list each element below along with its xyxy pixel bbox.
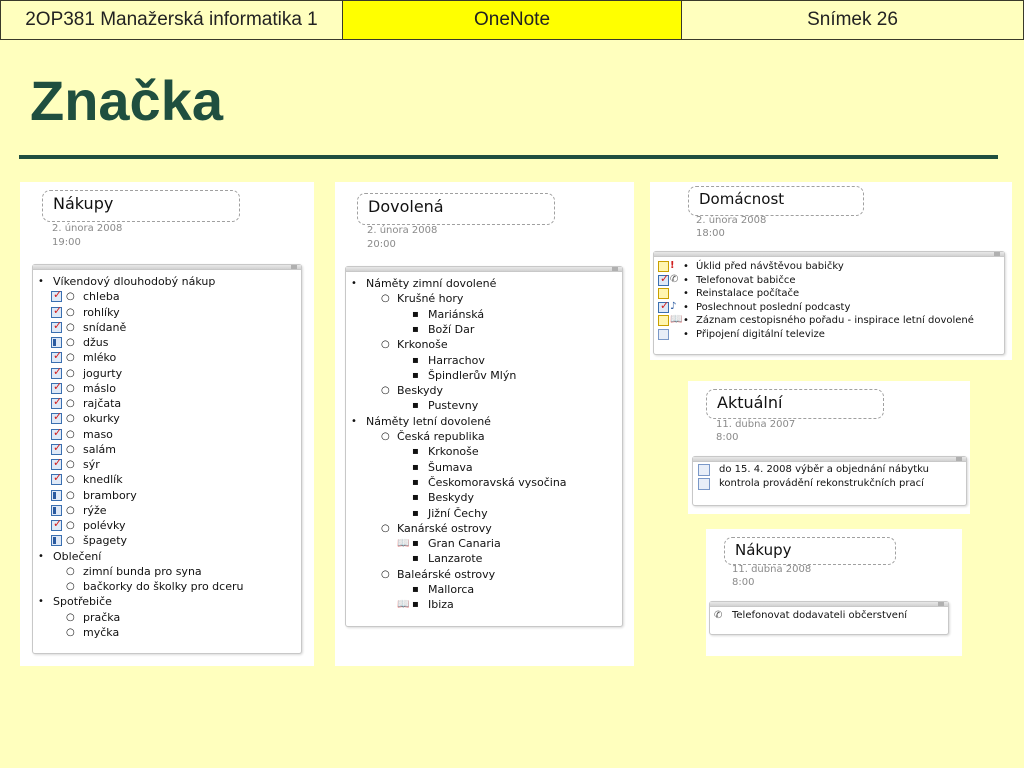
bullet-icon: ▪ (412, 323, 419, 335)
checked-task-icon[interactable] (51, 322, 62, 333)
slide-number: Snímek 26 (682, 0, 1024, 40)
checked-task-icon[interactable] (51, 398, 62, 409)
list-item-text: rajčata (83, 397, 122, 410)
list-item-text: Víkendový dlouhodobý nákup (53, 275, 216, 288)
bullet-icon: ○ (66, 291, 75, 303)
list-item-text: Mariánská (428, 307, 485, 321)
bullet-icon: ○ (66, 413, 75, 425)
note-container[interactable] (653, 251, 1005, 355)
slide-title: Značka (30, 69, 223, 132)
note-time: 20:00 (367, 239, 396, 250)
bullet-icon: ▪ (412, 476, 419, 488)
book-icon: 📖 (670, 314, 683, 326)
checked-task-icon[interactable] (51, 368, 62, 379)
bullet-icon: ○ (66, 321, 75, 333)
book-icon: 📖 (397, 538, 410, 550)
bullet-icon: ▪ (412, 507, 419, 519)
task-text: Poslechnout poslední podcasty (696, 301, 851, 313)
list-item-text: Baleárské ostrovy (397, 567, 496, 581)
checked-task-icon[interactable] (658, 302, 669, 313)
note-time: 8:00 (716, 432, 739, 443)
list-item-text: zimní bunda pro syna (83, 564, 202, 578)
list-item-text: Špindlerův Mlýn (428, 368, 517, 382)
list-item-text: máslo (83, 381, 116, 395)
list-item-text: Náměty letní dovolené (366, 414, 491, 428)
bullet-icon: ○ (66, 306, 75, 318)
note-title[interactable]: Domácnost (688, 186, 864, 216)
course-name: 2OP381 Manažerská informatika 1 (0, 0, 343, 40)
list-item-text: Gran Canaria (428, 537, 501, 551)
bullet-icon: ○ (66, 520, 75, 531)
list-item-text: mléko (83, 351, 117, 365)
list-item-text: myčka (83, 625, 120, 639)
list-item-text: polévky (83, 519, 126, 532)
note-title[interactable]: Nákupy (42, 190, 240, 222)
note-date: 11. dubna 2008 (732, 564, 812, 575)
list-item-text: Boží Dar (428, 322, 475, 336)
bullet-icon: • (38, 596, 44, 608)
task-text: Reinstalace počítače (696, 288, 800, 300)
bullet-icon: • (683, 315, 689, 327)
bullet-icon: ▪ (412, 584, 419, 595)
bullet-icon: ○ (66, 581, 75, 592)
bullet-icon: ○ (66, 459, 75, 470)
bullet-icon: • (38, 276, 44, 287)
list-item-text: jogurty (83, 366, 123, 380)
list-item-text: Harrachov (428, 353, 485, 367)
list-item-text: Krkonoše (428, 445, 479, 459)
todo-task-icon[interactable] (51, 337, 62, 348)
note-date: 2. února 2008 (52, 223, 123, 234)
todo-task-icon[interactable] (698, 464, 710, 476)
note-container-handle[interactable] (346, 267, 622, 272)
bullet-icon: ▪ (412, 400, 419, 412)
list-item-text: Ibiza (428, 598, 454, 612)
list-item-text: Pustevny (428, 399, 479, 413)
bullet-icon: • (683, 288, 689, 300)
task-text: Úklid před návštěvou babičky (696, 261, 844, 272)
list-item-text: špagety (83, 534, 128, 548)
checked-task-icon[interactable] (51, 307, 62, 318)
bullet-icon: ▪ (412, 553, 419, 565)
music-icon: ♪ (670, 300, 677, 312)
list-item-text: Oblečení (53, 549, 102, 563)
todo-task-icon[interactable] (51, 490, 62, 501)
list-item-text: knedlík (83, 473, 123, 487)
checked-task-icon[interactable] (658, 275, 669, 286)
todo-task-icon[interactable] (658, 329, 669, 340)
list-item-text: Beskydy (397, 384, 444, 398)
bullet-icon: ○ (66, 611, 75, 623)
bullet-icon: ▪ (412, 492, 419, 504)
checked-task-icon[interactable] (51, 520, 62, 531)
topic-name: OneNote (343, 0, 682, 40)
note-container[interactable] (32, 264, 302, 654)
list-item-text: Českomoravská vysočina (428, 475, 567, 489)
list-item-text: Kanárské ostrovy (397, 521, 492, 535)
list-item-text: Česká republika (397, 430, 485, 443)
task-text: Telefonovat babičce (696, 274, 796, 286)
bullet-icon: ○ (66, 504, 75, 516)
list-item-text: maso (83, 427, 113, 441)
checked-task-icon[interactable] (51, 383, 62, 394)
checked-task-icon[interactable] (51, 413, 62, 424)
title-divider (19, 155, 998, 159)
note-date: 11. dubna 2007 (716, 419, 796, 430)
note-container-handle[interactable] (33, 265, 301, 270)
todo-task-icon[interactable] (51, 535, 62, 546)
phone-icon: ✆ (670, 273, 679, 285)
list-item-text: salám (83, 442, 116, 456)
bullet-icon: ▪ (412, 461, 419, 473)
note-container[interactable] (709, 601, 949, 635)
list-item-text: Lanzarote (428, 552, 483, 566)
list-item-text: džus (83, 336, 109, 349)
note-date: 2. února 2008 (367, 225, 438, 236)
list-item-text: rýže (83, 503, 107, 517)
note-date: 2. února 2008 (696, 215, 767, 226)
book-icon: 📖 (397, 599, 410, 611)
bullet-icon: ▪ (412, 354, 419, 366)
list-item-text: Krušné hory (397, 292, 464, 306)
checked-task-icon[interactable] (51, 459, 62, 470)
list-item-text: Náměty zimní dovolené (366, 277, 497, 290)
note-title[interactable]: Nákupy (724, 537, 896, 565)
list-item-text: pračka (83, 610, 121, 624)
bullet-icon: ○ (381, 385, 390, 397)
bullet-icon: ○ (66, 443, 75, 455)
list-item-text: Šumava (428, 460, 473, 474)
list-item-text: rohlíky (83, 305, 120, 319)
bullet-icon: • (351, 278, 357, 289)
list-item-text: chleba (83, 290, 120, 304)
note-tag-icon[interactable] (658, 288, 669, 299)
list-item-text: okurky (83, 412, 120, 426)
phone-icon: ✆ (714, 610, 723, 621)
todo-task-icon[interactable] (51, 505, 62, 516)
note-container[interactable] (692, 456, 967, 506)
bullet-icon: ○ (66, 626, 75, 638)
bullet-icon: ○ (381, 522, 390, 534)
panel-nakupy-1 (20, 182, 314, 666)
task-text: do 15. 4. 2008 výběr a objednání nábytku (719, 464, 929, 475)
bullet-icon: • (683, 329, 689, 340)
note-container-handle[interactable] (654, 252, 1004, 257)
task-text: Telefonovat dodavateli občerstvení (732, 610, 908, 621)
bullet-icon: • (683, 274, 689, 286)
bullet-icon: ○ (66, 535, 75, 547)
note-container-handle[interactable] (710, 602, 948, 607)
bullet-icon: ○ (66, 489, 75, 501)
list-item-text: Krkonoše (397, 338, 448, 352)
bullet-icon: ▪ (412, 446, 419, 458)
list-item-text: bačkorky do školky pro dceru (83, 580, 244, 593)
note-time: 18:00 (696, 228, 725, 239)
note-container-handle[interactable] (693, 457, 966, 462)
note-tag-icon[interactable] (658, 315, 669, 326)
bullet-icon: ○ (66, 352, 75, 364)
panel-aktualni (688, 381, 970, 514)
panel-nakupy-2 (706, 529, 962, 656)
bullet-icon: ○ (66, 382, 75, 394)
list-item-text: sýr (83, 458, 100, 471)
todo-task-icon[interactable] (698, 478, 710, 490)
checked-task-icon[interactable] (51, 352, 62, 363)
bullet-icon: ○ (381, 568, 390, 580)
task-text: Záznam cestopisného pořadu - inspirace letní dovolené (696, 315, 974, 327)
panel-dovolena (335, 182, 634, 666)
checked-task-icon[interactable] (51, 444, 62, 455)
bullet-icon: ○ (381, 293, 390, 305)
slide-header (0, 0, 1024, 40)
bullet-icon: ▪ (412, 369, 419, 381)
important-icon: ! (670, 260, 675, 271)
note-container[interactable] (345, 266, 623, 627)
bullet-icon: • (351, 415, 357, 427)
bullet-icon: • (683, 301, 689, 313)
checked-task-icon[interactable] (51, 429, 62, 440)
list-item-text: brambory (83, 488, 137, 502)
bullet-icon: • (683, 261, 689, 272)
task-text: kontrola provádění rekonstrukčních prací (719, 478, 924, 489)
list-item-text: snídaně (83, 320, 127, 334)
list-item-text: Jižní Čechy (428, 506, 488, 520)
bullet-icon: ○ (66, 428, 75, 440)
note-title[interactable]: Aktuální (706, 389, 884, 419)
bullet-icon: ○ (66, 398, 75, 409)
bullet-icon: ○ (66, 337, 75, 348)
checked-task-icon[interactable] (51, 291, 62, 302)
bullet-icon: ▪ (412, 599, 419, 611)
note-title[interactable]: Dovolená (357, 193, 555, 225)
bullet-icon: • (38, 550, 44, 562)
bullet-icon: ○ (381, 431, 390, 442)
list-item-text: Beskydy (428, 491, 475, 505)
checked-task-icon[interactable] (51, 474, 62, 485)
task-text: Připojení digitální televize (696, 329, 825, 340)
note-tag-icon[interactable] (658, 261, 669, 272)
bullet-icon: ○ (66, 565, 75, 577)
bullet-icon: ○ (66, 474, 75, 486)
bullet-icon: ▪ (412, 538, 419, 550)
bullet-icon: ○ (381, 339, 390, 351)
list-item-text: Mallorca (428, 583, 475, 596)
bullet-icon: ▪ (412, 308, 419, 320)
panel-domacnost (650, 182, 1012, 360)
bullet-icon: ○ (66, 367, 75, 379)
note-time: 8:00 (732, 577, 755, 588)
list-item-text: Spotřebiče (53, 595, 112, 609)
note-time: 19:00 (52, 237, 81, 248)
